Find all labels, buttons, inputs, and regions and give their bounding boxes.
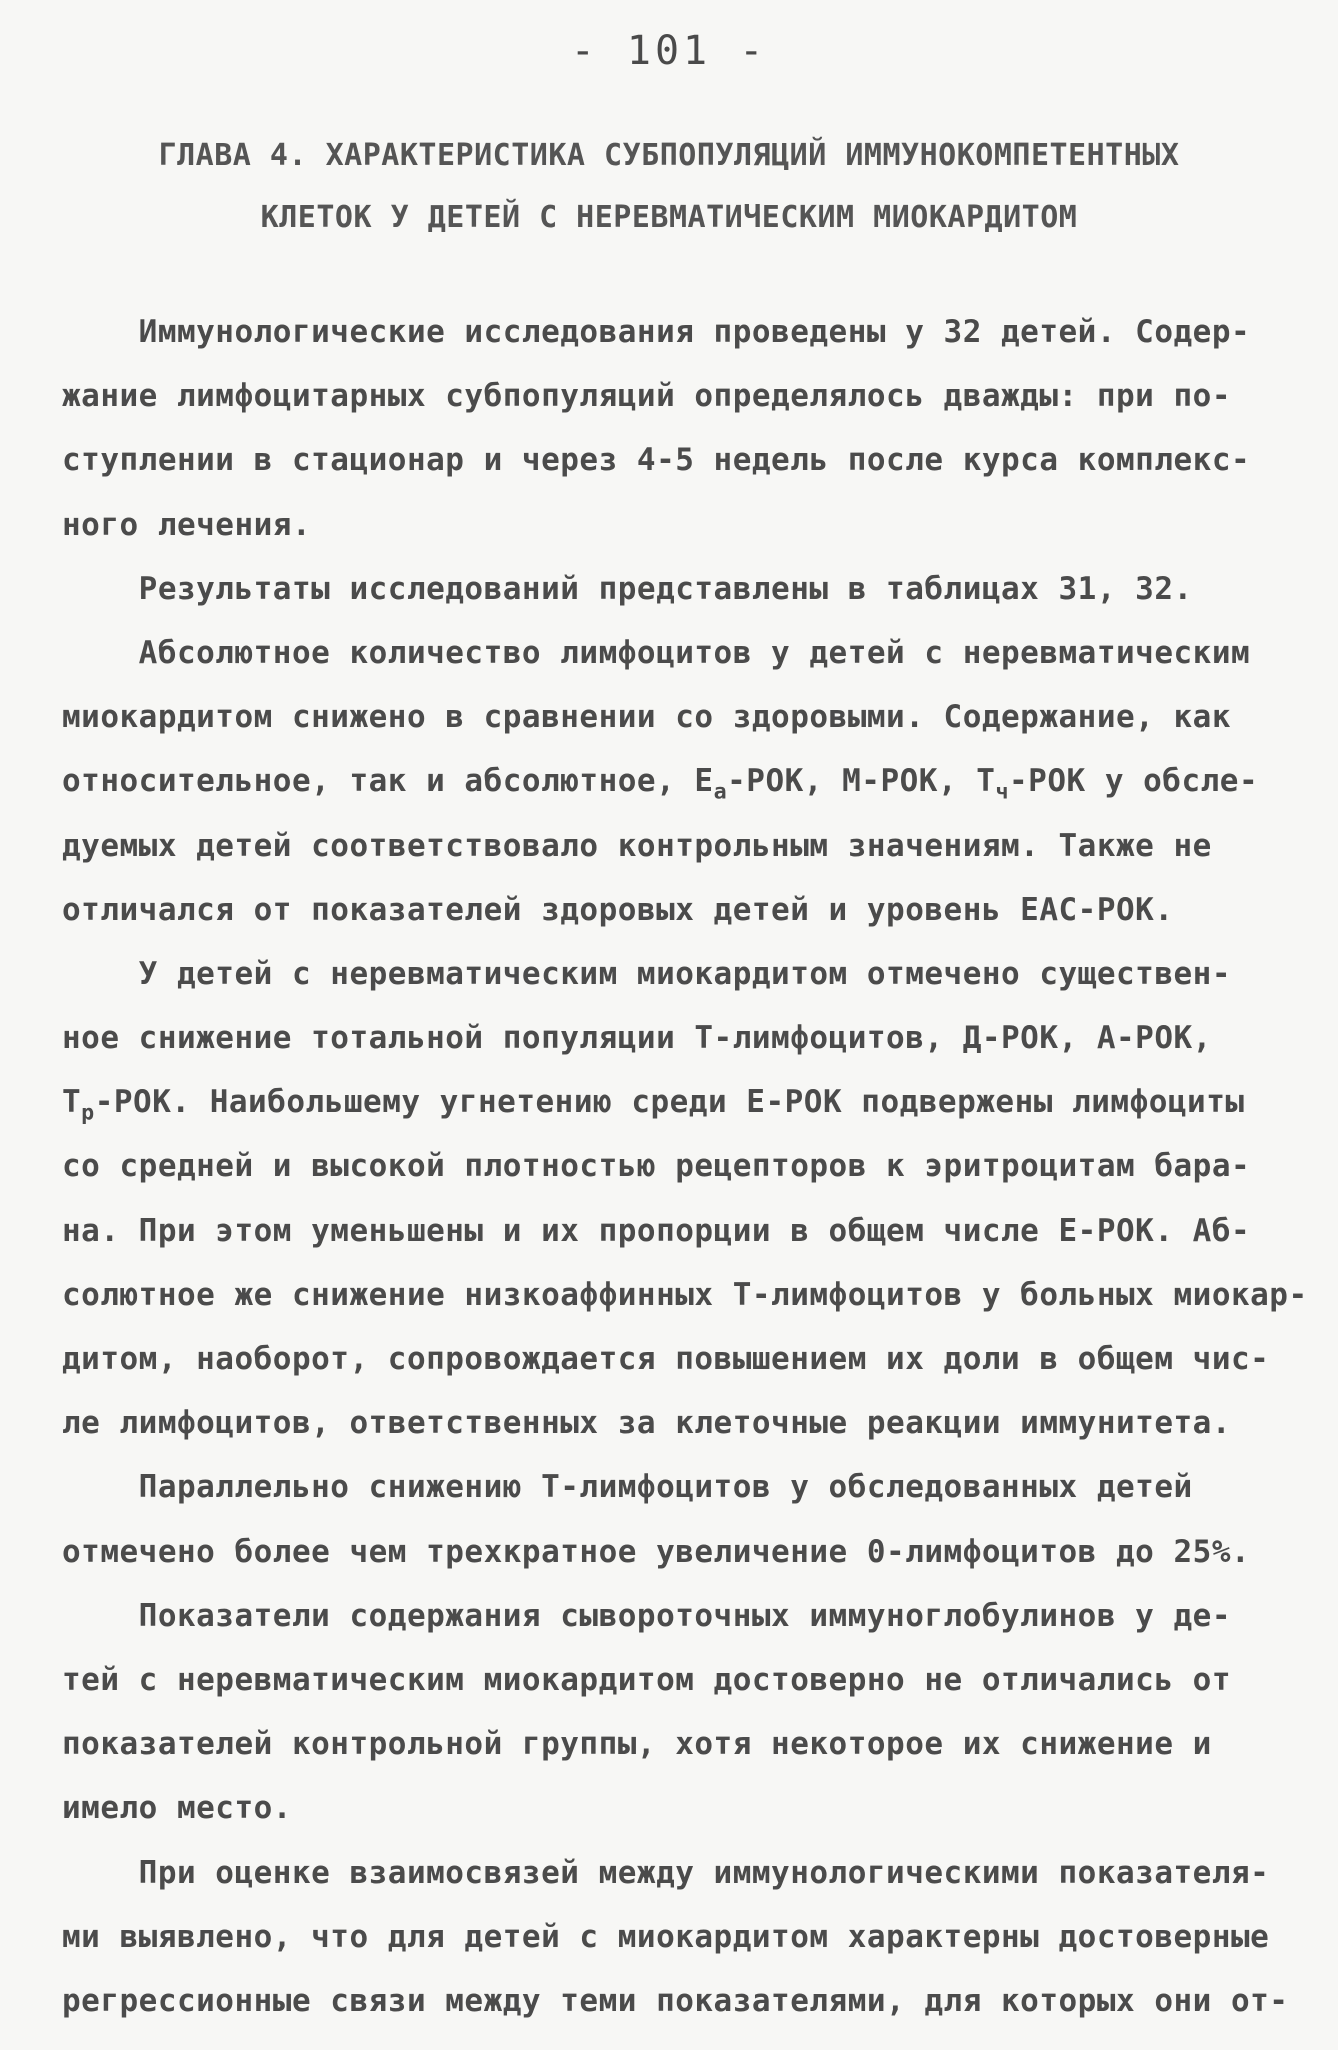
text-line: У детей с неревматическим миокардитом отмечено существен- [62,955,1231,992]
chapter-title [120,125,1218,249]
text-line: жание лимфоцитарных субпопуляций определялось дважды: при по- [62,378,1231,415]
text-fragment: Т [62,1084,82,1121]
text-line: ное снижение тотальной популяции Т-лимфоцитов, Д-РОК, А-РОК, [62,1020,1212,1057]
subscript: ч [995,779,1009,805]
text-line: ступлении в стационар и через 4-5 недель после курса комплекс- [62,442,1251,479]
text-fragment: Е [694,763,714,800]
text-line: отмечено более чем трехкратное увеличение 0-лимфоцитов до 25%. [62,1533,1251,1570]
text-line: Иммунологические исследования проведены у 32 детей. Содер- [62,314,1251,350]
text-fragment: -РОК, М-РОК, Т [727,763,996,800]
text-line: на. При этом уменьшены и их пропорции в общем числе Е-РОК. Аб- [62,1212,1251,1249]
text-fragment: -РОК у обсле- [1009,763,1259,800]
text-line: ного лечения. [62,506,312,543]
subscript: р [81,1100,95,1126]
text-line: ле лимфоцитов, ответственных за клеточные реакции иммунитета. [62,1405,1231,1442]
chapter-title-line-1: ГЛАВА 4. ХАРАКТЕРИСТИКА СУБПОПУЛЯЦИЙ ИММУНОКОМПЕТЕНТНЫХ [158,138,1180,173]
chapter-title-line-2: КЛЕТОК У ДЕТЕЙ С НЕРЕВМАТИЧЕСКИМ МИОКАРДИТОМ [260,200,1078,235]
text-line: имело место. [62,1790,292,1827]
text-line: Абсолютное количество лимфоцитов у детей с неревматическим [62,634,1251,671]
text-line: отличался от показателей здоровых детей и уровень ЕАС-РОК. [62,891,1174,928]
text-line: Результаты исследований представлены в таблицах 31, 32. [62,570,1193,607]
text-fragment: -РОК. Наибольшему угнетению среди Е-РОК подвержены лимфоциты [94,1084,1245,1121]
subscript: а [713,779,728,805]
text-line: дитом, наоборот, сопровождается повышением их доли в общем чис- [62,1341,1270,1377]
body-text [62,300,1308,2033]
text-line: Параллельно снижению Т-лимфоцитов у обследованных детей [62,1469,1193,1506]
text-line: ми выявлено, что для детей с миокардитом характерны достоверные [62,1918,1270,1955]
text-fragment: относительное, так и абсолютное, [62,763,695,800]
text-line: миокардитом снижено в сравнении со здоровыми. Содержание, как [62,699,1231,736]
text-line: При оценке взаимосвязей между иммунологическими показателя- [62,1854,1270,1891]
page-number: - 101 - [570,28,768,74]
text-line: регрессионные связи между теми показателями, для которых они от- [62,1982,1289,2019]
text-line-with-subscripts [62,749,1259,813]
text-line: тей с неревматическим миокардитом достоверно не отличались от [62,1661,1231,1698]
text-line: со средней и высокой плотностью рецепторов к эритроцитам бара- [62,1148,1251,1185]
text-line: Показатели содержания сывороточных иммуноглобулинов у де- [62,1597,1231,1634]
text-line: солютное же снижение низкоаффинных Т-лимфоцитов у больных миокар- [62,1276,1308,1313]
text-line: дуемых детей соответствовало контрольным значениям. Также не [62,827,1212,864]
text-line-with-subscripts [62,1070,1247,1134]
text-line: показателей контрольной группы, хотя некоторое их снижение и [62,1726,1212,1763]
